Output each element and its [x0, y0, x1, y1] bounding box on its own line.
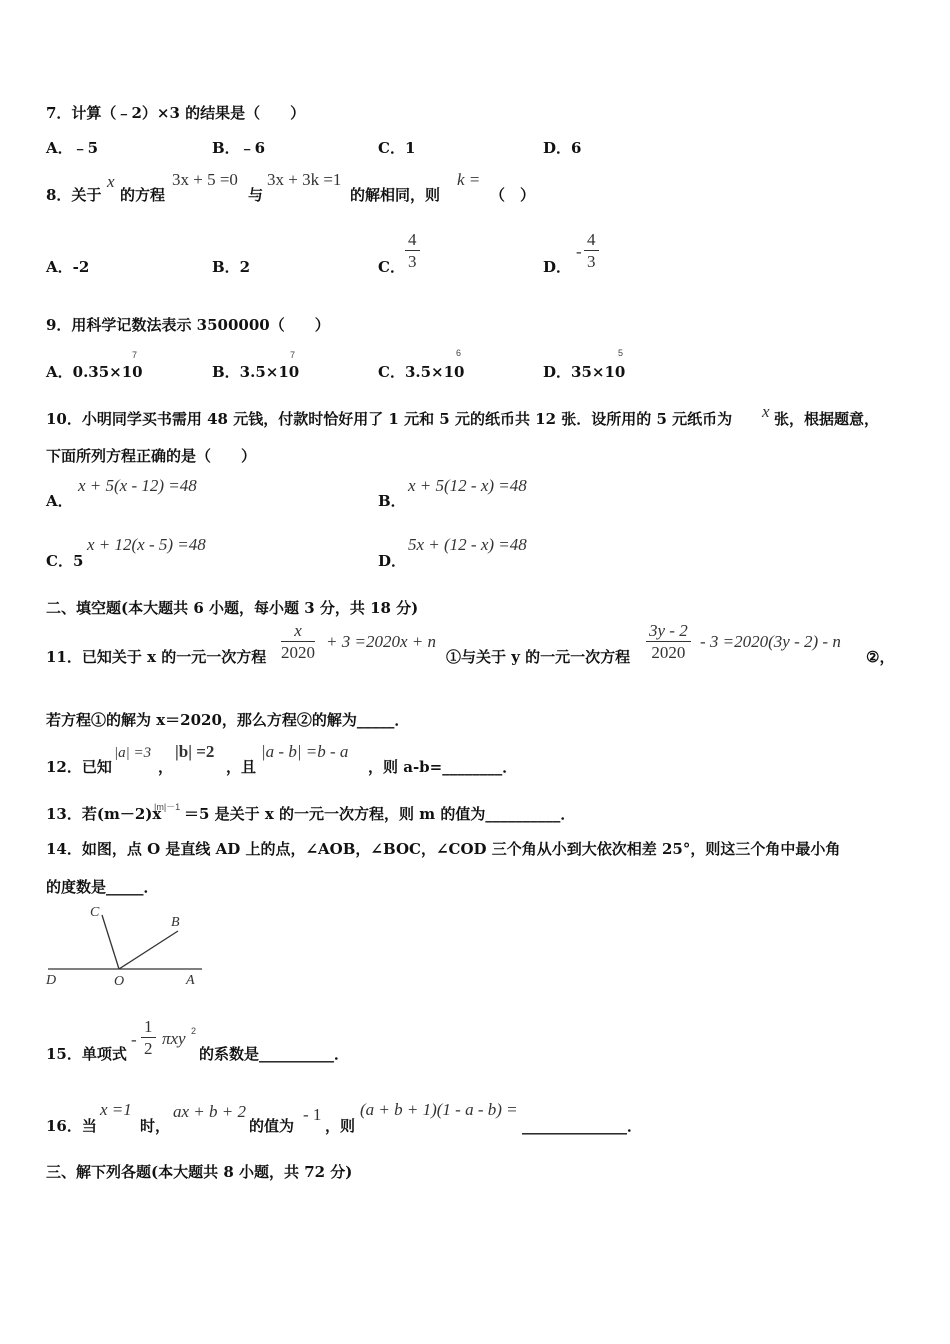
section-2-heading: 二、填空题(本大题共 6 小题，每小题 3 分，共 18 分) — [46, 599, 419, 617]
q8-option-d: D． — [543, 258, 572, 276]
q16-mid1: 时， — [140, 1117, 171, 1135]
q15-tail: 的系数是__________． — [199, 1045, 350, 1063]
q12-prefix: 12．已知 — [46, 758, 112, 776]
q8-option-a: A．-2 — [46, 258, 90, 276]
q8-mid1: 的方程 — [120, 186, 166, 204]
q13-text1: 13．若(m－2)x — [46, 805, 162, 823]
q10-option-b-equation: x + 5(12 - x) =48 — [408, 476, 527, 495]
q9-stem: 9．用科学记数法表示 3500000（ ） — [46, 316, 330, 334]
q12-equation-1: |a| =3 — [114, 745, 152, 761]
q8-prefix: 8．关于 — [46, 186, 102, 204]
q8-option-d-minus: - — [576, 242, 582, 261]
q11-tail: ②， — [866, 648, 895, 666]
q10-option-c-equation: x + 12(x - 5) =48 — [87, 535, 206, 554]
q9-option-c-exponent: 6 — [456, 348, 462, 358]
ray-ob — [119, 931, 178, 969]
q7-stem: 7．计算（﹣2）×3 的结果是（ ） — [46, 104, 306, 122]
fraction-numerator: 4 — [405, 230, 420, 251]
fraction-denominator: 2020 — [651, 643, 686, 662]
q14-line2: 的度数是_____． — [46, 878, 159, 896]
q13-exponent: |m|－1 — [154, 802, 181, 812]
q8-paren: （ ） — [490, 186, 536, 204]
q12-tail: ，则 a-b=________． — [368, 758, 518, 776]
q9-option-d-exponent: 5 — [618, 348, 624, 358]
q10-option-c: C．5 — [46, 552, 84, 570]
fraction-numerator: 3y - 2 — [646, 621, 691, 642]
q12-equation-3: |a - b| =b - a — [261, 742, 349, 761]
q10-option-d: D． — [378, 552, 407, 570]
q10-option-b: B． — [378, 492, 406, 510]
q8-var-x: x — [107, 172, 115, 191]
label-b: B — [171, 915, 180, 930]
q8-mid3: 的解相同，则 — [350, 186, 441, 204]
q15-prefix: 15．单项式 — [46, 1045, 127, 1063]
q16-mid3: ，则 — [325, 1117, 356, 1135]
q12-equation-2: |b| =2 — [175, 742, 215, 761]
q8-eq1: 3x + 5 =0 — [172, 170, 238, 189]
q7-option-b: B．﹣6 — [212, 139, 266, 157]
q8-option-b: B．2 — [212, 258, 251, 276]
fraction-denominator: 3 — [408, 252, 417, 271]
q8-option-c: C． — [378, 258, 405, 276]
q15-minus: - — [131, 1030, 137, 1049]
q11-line2: 若方程①的解为 x＝2020，那么方程②的解为_____． — [46, 711, 410, 729]
q7-option-a: A．﹣5 — [46, 139, 99, 157]
q12-sep2: ，且 — [226, 758, 257, 776]
q8-option-d-fraction — [584, 230, 599, 273]
q16-prefix: 16．当 — [46, 1117, 97, 1135]
q10-stem-line1b: 张，根据题意， — [774, 410, 880, 428]
q9-option-a: A．0.35×10 — [46, 363, 143, 381]
label-o: O — [114, 974, 125, 989]
q16-equation-1: x =1 — [100, 1100, 132, 1119]
q13-text2: ＝5 是关于 x 的一元一次方程，则 m 的值为__________． — [184, 805, 576, 823]
q8-option-c-fraction — [405, 230, 420, 273]
fraction-denominator: 3 — [587, 252, 596, 271]
q9-option-a-exponent: 7 — [132, 350, 138, 360]
q11-equation-1: + 3 =2020x + n — [326, 632, 436, 651]
q16-equation-2: (a + b + 1)(1 - a - b) = — [360, 1100, 518, 1119]
q9-option-c: C．3.5×10 — [378, 363, 465, 381]
q9-option-b: B．3.5×10 — [212, 363, 300, 381]
q15-fraction — [141, 1017, 156, 1060]
q15-monomial: πxy — [162, 1029, 186, 1048]
q8-mid2: 与 — [248, 186, 264, 204]
q16-expression: ax + b + 2 — [173, 1102, 246, 1121]
q8-eq2: 3x + 3k =1 — [267, 170, 342, 189]
q8-k-eq: k = — [457, 170, 481, 189]
q10-var-x: x — [762, 402, 770, 421]
q7-option-c: C．1 — [378, 139, 416, 157]
ray-oc — [102, 915, 119, 969]
q10-option-a: A． — [46, 492, 73, 510]
q14-angle-diagram — [40, 898, 210, 994]
q11-equation-2: - 3 =2020(3y - 2) - n — [700, 632, 841, 651]
fraction-numerator: 4 — [584, 230, 599, 251]
q9-option-b-exponent: 7 — [290, 350, 296, 360]
q11-prefix: 11．已知关于 x 的一元一次方程 — [46, 648, 267, 666]
fraction-denominator: 2 — [144, 1039, 153, 1058]
q10-stem-line1a: 10．小明同学买书需用 48 元钱，付款时恰好用了 1 元和 5 元的纸币共 12 张．设所用的 5 元纸币为 — [46, 410, 733, 428]
q11-mid: ①与关于 y 的一元一次方程 — [446, 648, 631, 666]
q10-option-a-equation: x + 5(x - 12) =48 — [78, 476, 197, 495]
fraction-denominator: 2020 — [281, 643, 315, 662]
q11-fraction-1 — [281, 621, 315, 664]
q9-option-d: D．35×10 — [543, 363, 626, 381]
q10-stem-line2: 下面所列方程正确的是（ ） — [46, 447, 257, 465]
q10-option-d-equation: 5x + (12 - x) =48 — [408, 535, 527, 554]
q11-fraction-2 — [646, 621, 691, 664]
q16-tail: ______________． — [522, 1117, 643, 1135]
q16-mid2: 的值为 — [249, 1117, 295, 1135]
q15-exponent: 2 — [191, 1026, 197, 1036]
fraction-numerator: x — [281, 621, 315, 642]
fraction-numerator: 1 — [141, 1017, 156, 1038]
label-c: C — [90, 905, 100, 920]
q12-sep1: ， — [158, 758, 174, 776]
label-a: A — [186, 973, 195, 988]
q14-line1: 14．如图，点 O 是直线 AD 上的点，∠AOB，∠BOC，∠COD 三个角从小到大依次相差 25°，则这三个角中最小角 — [46, 840, 841, 858]
label-d: D — [46, 973, 57, 988]
q16-value: - 1 — [303, 1105, 322, 1124]
q7-option-d: D．6 — [543, 139, 582, 157]
section-3-heading: 三、解下列各题(本大题共 8 小题，共 72 分) — [46, 1163, 353, 1181]
